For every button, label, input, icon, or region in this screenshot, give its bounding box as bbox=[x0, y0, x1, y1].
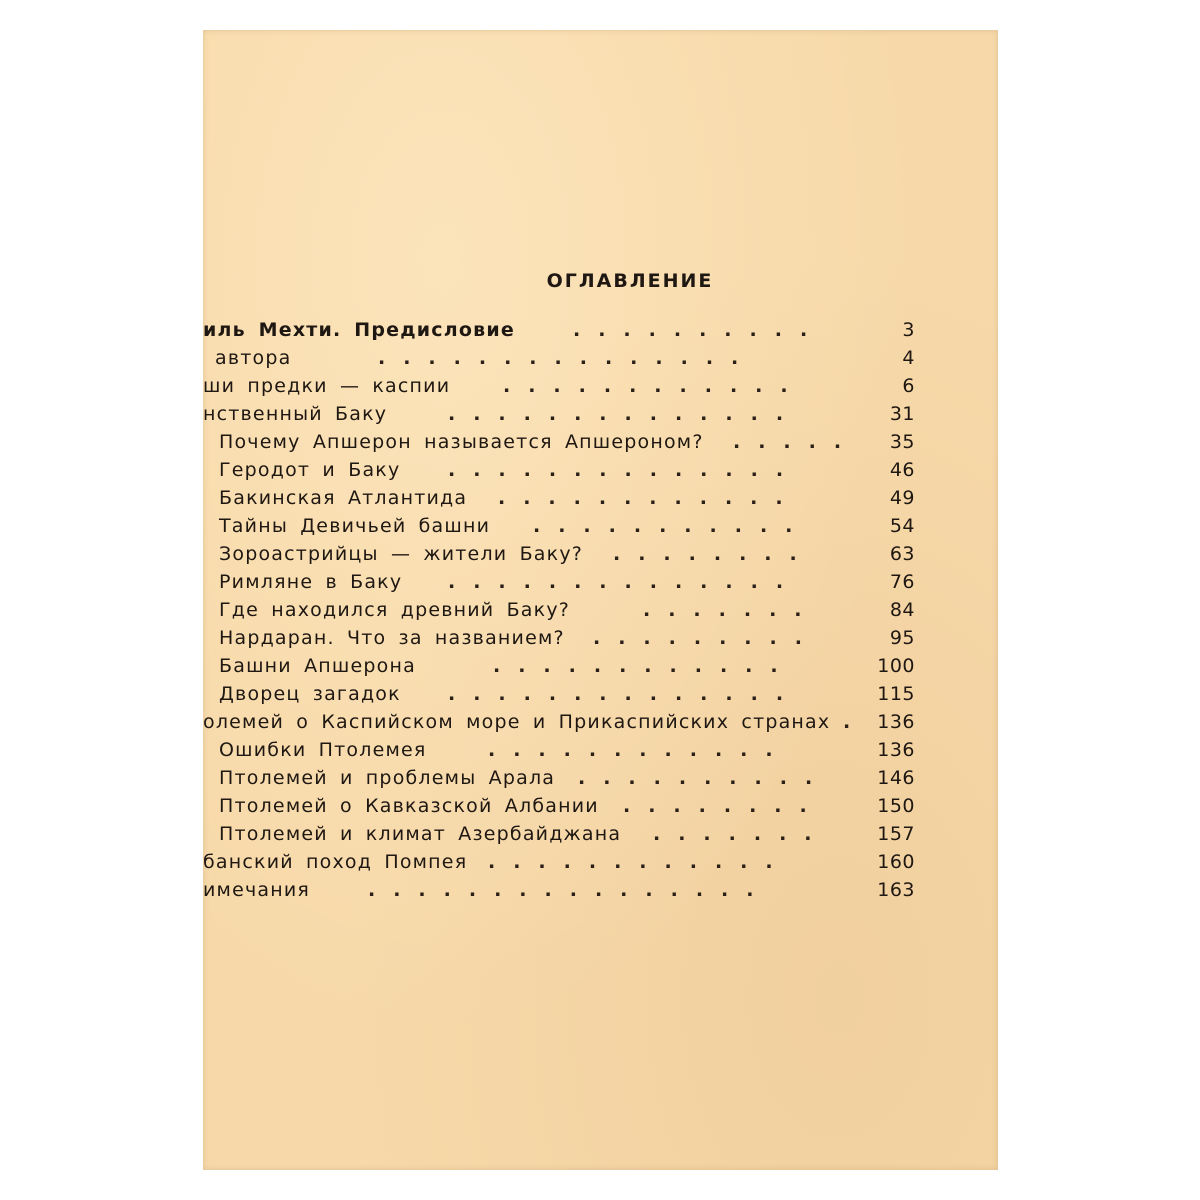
toc-entry-page: 115 bbox=[877, 683, 915, 705]
toc-entry-label: Башни Апшерона bbox=[219, 655, 416, 677]
toc-entry bbox=[203, 764, 998, 792]
toc-entry bbox=[203, 820, 998, 848]
toc-entry-page: 163 bbox=[877, 879, 915, 901]
toc-entry bbox=[203, 792, 998, 820]
toc-leader-dots: .......... bbox=[573, 319, 826, 341]
toc-entry bbox=[203, 372, 998, 400]
toc-entry bbox=[203, 652, 998, 680]
toc-entry-page: 3 bbox=[902, 319, 915, 341]
toc-leader-dots: ........ bbox=[623, 795, 825, 817]
toc-leader-dots: ............ bbox=[503, 375, 806, 397]
toc-entry bbox=[203, 316, 998, 344]
toc-leader-dots: ............ bbox=[498, 487, 801, 509]
toc-entry-page: 160 bbox=[877, 851, 915, 873]
toc-leader-dots: ........... bbox=[533, 515, 811, 537]
toc-leader-dots: ....... bbox=[653, 823, 830, 845]
toc-entry-label: олемей о Каспийском море и Прикаспийских странах bbox=[203, 711, 831, 733]
toc-entry bbox=[203, 736, 998, 764]
toc-title: ОГЛАВЛЕНИЕ bbox=[546, 270, 714, 292]
toc-entry-label: Где находился древний Баку? bbox=[219, 599, 571, 621]
toc-entry-label: иль Мехти. Предисловие bbox=[203, 319, 515, 341]
toc-entry-label: Геродот и Баку bbox=[219, 459, 401, 481]
toc-leader-dots: .............. bbox=[448, 571, 802, 593]
toc-entry-page: 136 bbox=[877, 739, 915, 761]
toc-entry-label: Ошибки Птолемея bbox=[219, 739, 427, 761]
toc-leader-dots: ............... bbox=[378, 347, 757, 369]
toc-leader-dots: ............ bbox=[493, 655, 796, 677]
toc-entry-page: 54 bbox=[889, 515, 915, 537]
toc-leader-dots: .............. bbox=[448, 683, 802, 705]
toc-entry-label: ши предки — каспии bbox=[203, 375, 451, 397]
toc-leader-dots: ......... bbox=[593, 627, 820, 649]
toc-entry bbox=[203, 596, 998, 624]
toc-entry-page: 76 bbox=[889, 571, 915, 593]
toc-entry-label: имечания bbox=[203, 879, 311, 901]
toc-entry bbox=[203, 708, 998, 736]
toc-entry bbox=[203, 344, 998, 372]
toc-entry-page: 157 bbox=[877, 823, 915, 845]
toc-leader-dots: .............. bbox=[448, 459, 802, 481]
toc-leader-dots: . bbox=[843, 711, 869, 733]
toc-leader-dots: ........ bbox=[613, 543, 815, 565]
toc-entry-label: Птолемей и проблемы Арала bbox=[219, 767, 556, 789]
toc-entry-page: 4 bbox=[902, 347, 915, 369]
toc-entry-page: 95 bbox=[889, 627, 915, 649]
toc-leader-dots: .............. bbox=[448, 403, 802, 425]
toc-entry-label: Птолемей о Кавказской Албании bbox=[219, 795, 599, 817]
toc-entry-page: 146 bbox=[877, 767, 915, 789]
toc-entry bbox=[203, 484, 998, 512]
toc-list bbox=[203, 316, 998, 916]
toc-leader-dots: ................ bbox=[368, 879, 772, 901]
toc-entry bbox=[203, 456, 998, 484]
toc-entry bbox=[203, 876, 998, 904]
toc-entry-page: 84 bbox=[889, 599, 915, 621]
toc-entry bbox=[203, 624, 998, 652]
toc-entry-page: 46 bbox=[889, 459, 915, 481]
toc-entry-label: Птолемей и климат Азербайджана bbox=[219, 823, 622, 845]
toc-entry-label: Дворец загадок bbox=[219, 683, 401, 705]
toc-entry-label: Зороастрийцы — жители Баку? bbox=[219, 543, 584, 565]
toc-entry-label: Тайны Девичьей башни bbox=[219, 515, 491, 537]
toc-entry-label: Бакинская Атлантида bbox=[219, 487, 468, 509]
toc-entry-label: нственный Баку bbox=[203, 403, 388, 425]
toc-entry-label: Римляне в Баку bbox=[219, 571, 403, 593]
toc-entry-page: 31 bbox=[889, 403, 915, 425]
toc-entry bbox=[203, 680, 998, 708]
toc-entry bbox=[203, 540, 998, 568]
toc-entry bbox=[203, 512, 998, 540]
toc-entry-label: Почему Апшерон называется Апшероном? bbox=[219, 431, 704, 453]
toc-entry bbox=[203, 400, 998, 428]
toc-entry-page: 35 bbox=[889, 431, 915, 453]
toc-entry-page: 150 bbox=[877, 795, 915, 817]
toc-entry-label: банский поход Помпея bbox=[203, 851, 468, 873]
toc-entry bbox=[203, 428, 998, 456]
toc-entry-page: 63 bbox=[889, 543, 915, 565]
toc-leader-dots: ....... bbox=[643, 599, 820, 621]
toc-entry bbox=[203, 568, 998, 596]
toc-entry-page: 136 bbox=[877, 711, 915, 733]
toc-leader-dots: ............ bbox=[488, 851, 791, 873]
toc-entry-page: 6 bbox=[902, 375, 915, 397]
toc-entry bbox=[203, 848, 998, 876]
toc-entry-page: 49 bbox=[889, 487, 915, 509]
toc-entry-label: Нардаран. Что за названием? bbox=[219, 627, 565, 649]
toc-leader-dots: ..... bbox=[733, 431, 860, 453]
toc-entry-label: автора bbox=[215, 347, 292, 369]
toc-entry-page: 100 bbox=[877, 655, 915, 677]
toc-leader-dots: .......... bbox=[578, 767, 831, 789]
toc-leader-dots: ............ bbox=[488, 739, 791, 761]
